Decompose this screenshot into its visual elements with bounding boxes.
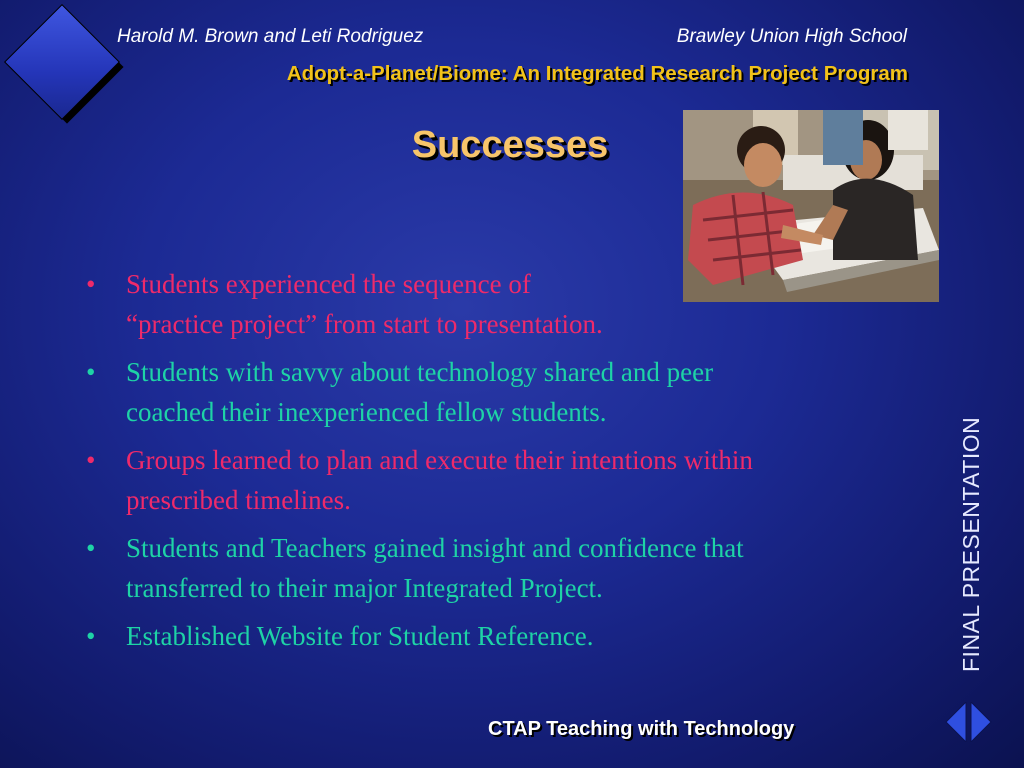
bullet-line: “practice project” from start to presentation. [126,309,603,339]
footer-text: CTAP Teaching with Technology [488,718,795,740]
final-presentation-label: FINAL PRESENTATION [958,416,984,672]
bullet-line: Students and Teachers gained insight and confidence that [126,533,744,563]
bullet-item [86,440,936,520]
bullet-marker: • [86,621,96,651]
bullet-item [86,264,936,344]
blue-diamond-icon [4,4,120,120]
bullet-marker: • [86,533,96,563]
bullet-item [86,352,936,432]
bullet-line: prescribed timelines. [126,485,351,515]
slide-title: Successes [411,124,609,166]
school-text: Brawley Union High School [676,26,907,47]
bullet-line: transferred to their major Integrated Project. [126,573,603,603]
bullet-item [86,616,936,656]
bullet-marker: • [86,269,96,299]
bullet-item [86,528,936,608]
bullet-list [86,264,936,664]
bullet-line: coached their inexperienced fellow students. [126,397,607,427]
program-title: Adopt-a-Planet/Biome: An Integrated Research Project Program [286,62,908,85]
bullet-line: Established Website for Student Reference. [126,621,594,651]
bullet-line: Students experienced the sequence of [126,269,531,299]
triangle-left-icon[interactable] [944,702,968,742]
bullet-line: Students with savvy about technology shared and peer [126,357,714,387]
bullet-marker: • [86,357,96,387]
header-bar [117,26,907,48]
authors-text: Harold M. Brown and Leti Rodriguez [117,26,424,47]
triangle-right-icon[interactable] [969,702,993,742]
bullet-line: Groups learned to plan and execute their intentions within [126,445,753,475]
bullet-marker: • [86,445,96,475]
